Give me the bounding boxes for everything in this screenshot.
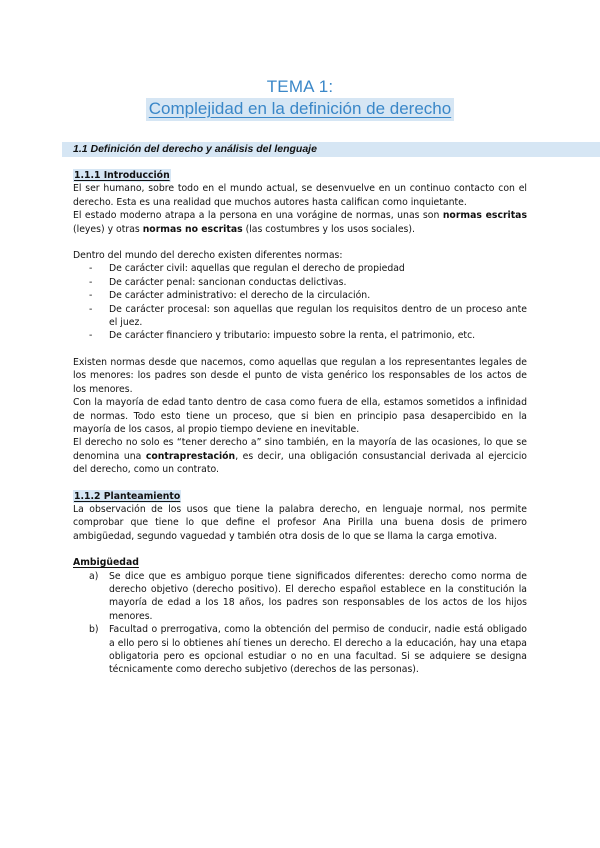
intro-p2-c: (leyes) y otras (73, 223, 143, 235)
list-item: - De carácter procesal: son aquellas que regulan los requisitos dentro de un proceso ante el juez. (73, 303, 527, 330)
list-marker: b) (89, 624, 99, 636)
planteamiento-heading: 1.1.2 Planteamiento (74, 490, 181, 502)
list-item: - De carácter administrativo: el derecho de la circulación. (73, 289, 527, 302)
intro-p6-a: El derecho no solo es “tener derecho a” sino también, en la mayoría de las ocasiones, lo que se denomina una (73, 437, 527, 462)
spacer (73, 236, 527, 249)
section-title: 1.1 Definición del derecho y análisis del lenguaje (73, 143, 317, 155)
list-item (73, 623, 527, 677)
intro-p6-c: , es decir, una obligación consustancial derivada al ejercicio del derecho, como un contrato. (73, 450, 527, 476)
intro-paragraph-3: Dentro del mundo del derecho existen diferentes normas: (73, 250, 343, 262)
list-item: - De carácter financiero y tributario: impuesto sobre la renta, el patrimonio, etc. (73, 329, 527, 342)
intro-paragraph-1: El ser humano, sobre todo en el mundo actual, se desenvuelve en un continuo contacto con el derecho. Esta es una realidad que muchos autores hasta califican como inquietante. (73, 183, 527, 208)
list-marker: a) (89, 570, 99, 582)
list-item: - De carácter civil: aquellas que regulan el derecho de propiedad (73, 262, 527, 275)
tema-subtitle: Complejidad en la definición de derecho (146, 98, 454, 121)
list-item-text: Facultad o prerrogativa, como la obtención del permiso de conducir, nadie está obligado a ello pero si lo obtienes ahí tienes un derecho. El derecho a la educación, hay una etapa obligatoria pero es opcional estudiar o no en una facultad. Si se adquiere se designa técnicamente como derecho subjetivo (derechos de las personas). (109, 624, 527, 676)
planteamiento-heading-line (73, 490, 527, 503)
ambiguedad-heading: Ambigüedad (73, 557, 139, 569)
intro-paragraph-2 (73, 209, 527, 236)
planteamiento-paragraph: La observación de los usos que tiene la palabra derecho, en lenguaje normal, nos permite comprobar que tiene lo que define el profesor Ana Pirilla una buena dosis de primero ambigüedad, segundo vaguedad y también otra dosis de lo que se llama la carga emotiva. (73, 503, 527, 542)
intro-p2-e: (las costumbres y los usos sociales). (242, 223, 415, 235)
document-body (73, 169, 527, 677)
subtitle-wrapper (0, 98, 600, 121)
list-item-text: Se dice que es ambiguo porque tiene significados diferentes: derecho como norma de derecho objetivo (derecho positivo). El derecho español establece en la constitución la mayoría de edad a los 18 años, los padres son responsables de los actos de los hijos menores. (109, 570, 527, 622)
ambiguedad-heading-line (73, 556, 527, 569)
intro-heading-line (73, 169, 527, 182)
list-item (73, 570, 527, 624)
intro-p2-bold-1: normas escritas (442, 210, 527, 222)
intro-paragraph-5: Con la mayoría de edad tanto dentro de casa como fuera de ella, estamos sometidos a infinidad de normas. Todo esto tiene un proceso, que si bien en principio pasa desapercibido en la mayoría de los casos, al propio tiempo deviene en inevitable. (73, 397, 527, 435)
ambiguedad-list (73, 570, 527, 677)
intro-paragraph-6 (73, 436, 527, 476)
intro-paragraph-4: Existen normas desde que nacemos, como aquellas que regulan a los representantes legales de los menores: los padres son desde el punto de vista genérico los responsables de los actos de los menores. (73, 356, 527, 395)
intro-p6-bold: contraprestación (145, 450, 236, 462)
spacer (73, 343, 527, 356)
spacer (73, 543, 527, 556)
list-item: - De carácter penal: sancionan conductas delictivas. (73, 276, 527, 289)
spacer (73, 477, 527, 490)
norm-types-list (73, 262, 527, 342)
tema-title: TEMA 1: (266, 77, 334, 96)
intro-heading: 1.1.1 Introducción (74, 170, 170, 181)
intro-p2-bold-2: normas no escritas (142, 223, 243, 235)
intro-p2-a: El estado moderno atrapa a la persona en una vorágine de normas, unas son (73, 210, 443, 222)
